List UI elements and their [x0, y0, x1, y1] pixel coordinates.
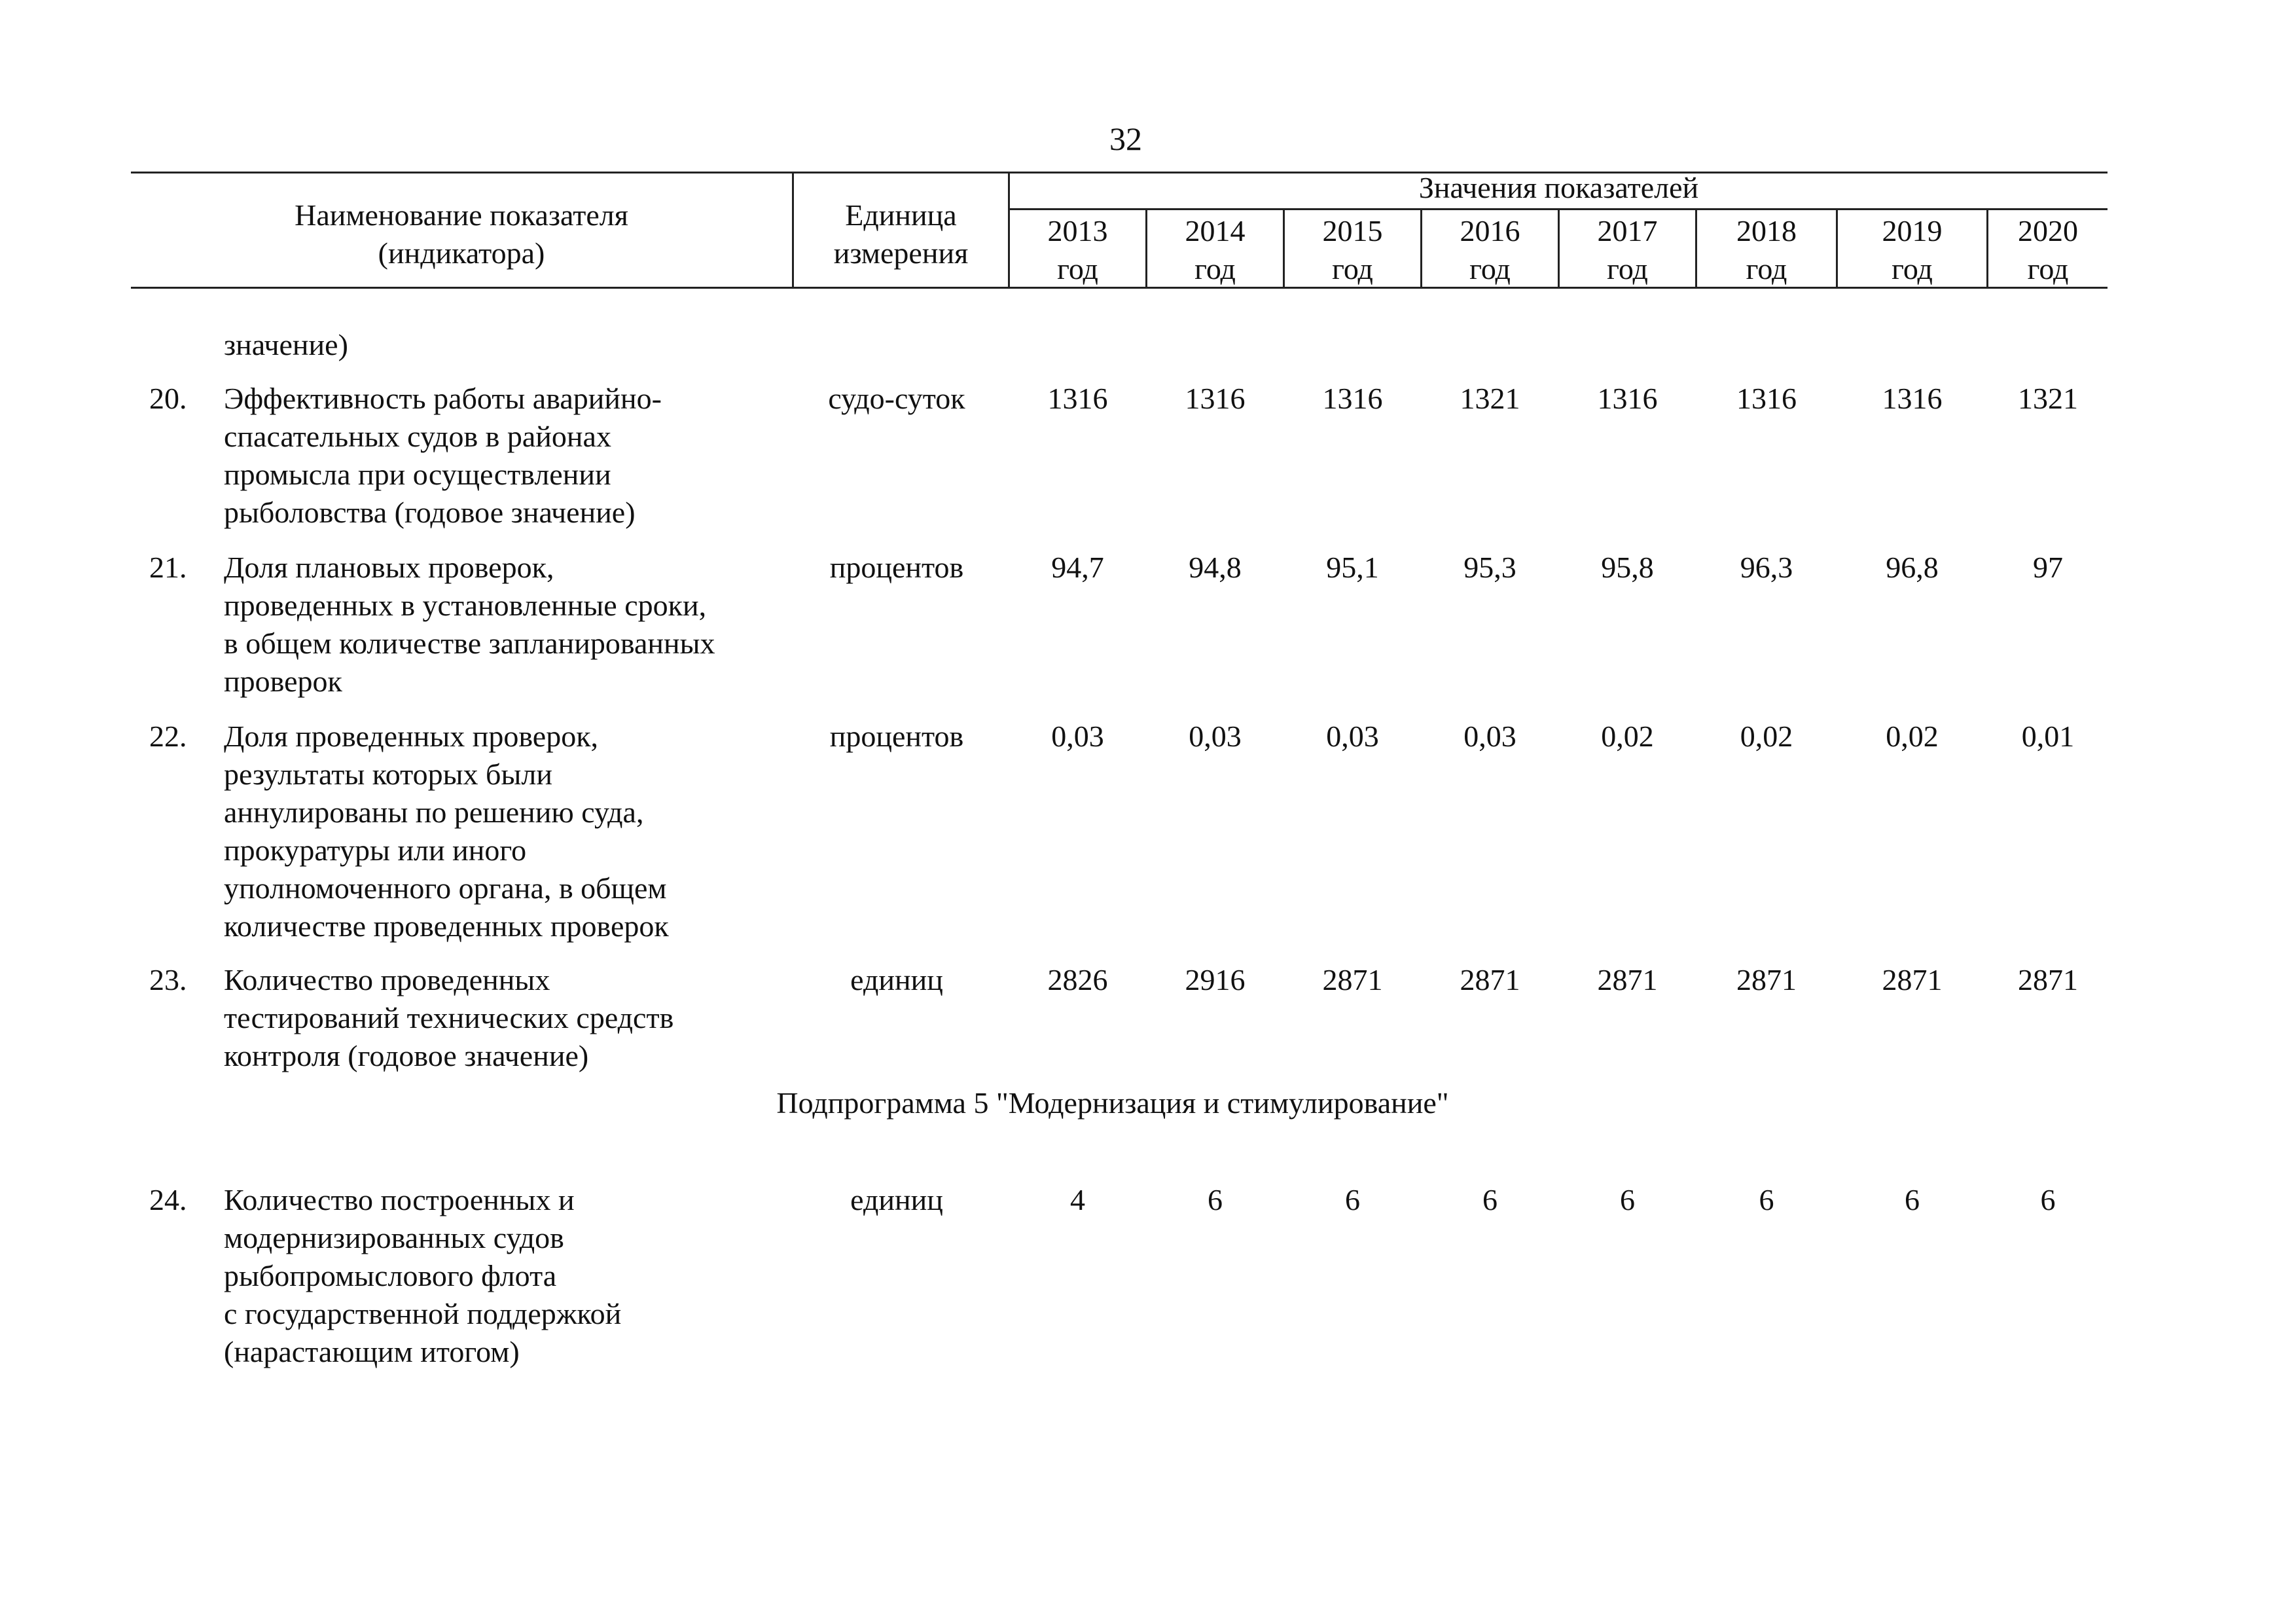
indicator-name	[224, 1181, 813, 1371]
value-2015: 2871	[1322, 963, 1383, 996]
indicator-name-line: Эффективность работы аварийно-	[224, 382, 662, 415]
value-2019: 0,02	[1886, 720, 1939, 753]
header-year-2019	[1838, 212, 1986, 288]
value-2018: 96,3	[1740, 551, 1793, 584]
year-suffix: год	[1607, 252, 1648, 285]
continuation-text: значение)	[224, 328, 348, 361]
indicator-name	[224, 718, 813, 945]
value-2013: 4	[1070, 1183, 1085, 1216]
value-2015: 1316	[1322, 382, 1383, 415]
year-suffix: год	[1332, 252, 1373, 285]
header-year-2020	[1988, 212, 2108, 288]
indicator-name-line: уполномоченного органа, в общем	[224, 871, 667, 905]
header-unit-line1: Единица	[845, 198, 957, 232]
header-year-2018	[1697, 212, 1836, 288]
header-year-2013	[1010, 212, 1145, 288]
value-2017: 1316	[1597, 382, 1658, 415]
indicator-name-line: проведенных в установленные сроки,	[224, 589, 707, 622]
header-year-2014	[1147, 212, 1283, 288]
value-2016: 2871	[1460, 963, 1520, 996]
year-label: 2017	[1597, 214, 1658, 247]
indicator-name-line: Количество построенных и	[224, 1183, 575, 1216]
year-suffix: год	[1194, 252, 1236, 285]
indicator-name-line: в общем количестве запланированных	[224, 627, 715, 660]
subprogram-title: Подпрограмма 5 "Модернизация и стимулирование"	[776, 1086, 1449, 1120]
header-name-line1: Наименование показателя	[295, 198, 628, 232]
header-unit-line2: измерения	[833, 236, 969, 270]
value-2017: 2871	[1597, 963, 1658, 996]
value-2014: 6	[1208, 1183, 1223, 1216]
indicator-name-line: Доля проведенных проверок,	[224, 720, 599, 753]
indicator-name-line: количестве проведенных проверок	[224, 909, 669, 943]
indicator-name	[224, 549, 813, 701]
value-2015: 95,1	[1326, 551, 1379, 584]
value-2018: 2871	[1736, 963, 1797, 996]
value-2017: 6	[1620, 1183, 1635, 1216]
value-2016: 1321	[1460, 382, 1520, 415]
indicator-name-line: аннулированы по решению суда,	[224, 795, 644, 829]
indicator-name-line: Количество проведенных	[224, 963, 550, 996]
indicator-name-line: тестирований технических средств	[224, 1001, 674, 1034]
value-2020: 6	[2040, 1183, 2056, 1216]
header-year-2015	[1285, 212, 1420, 288]
indicator-name-line: контроля (годовое значение)	[224, 1039, 589, 1072]
year-suffix: год	[1892, 252, 1933, 285]
indicator-name-line: промысла при осуществлении	[224, 458, 611, 491]
indicator-name-line: Доля плановых проверок,	[224, 551, 554, 584]
indicator-name-line: рыбопромыслового флота	[224, 1259, 557, 1292]
year-suffix: год	[1469, 252, 1511, 285]
value-2013: 2826	[1047, 963, 1108, 996]
value-2014: 94,8	[1189, 551, 1242, 584]
value-2016: 0,03	[1463, 720, 1516, 753]
indicator-name	[224, 961, 813, 1075]
value-2016: 95,3	[1463, 551, 1516, 584]
value-2020: 97	[2033, 551, 2063, 584]
indicator-name-line: спасательных судов в районах	[224, 420, 611, 453]
value-2018: 1316	[1736, 382, 1797, 415]
value-2019: 96,8	[1886, 551, 1939, 584]
year-label: 2014	[1185, 214, 1246, 247]
year-label: 2019	[1882, 214, 1943, 247]
indicator-name-line: (нарастающим итогом)	[224, 1335, 520, 1368]
value-2015: 0,03	[1326, 720, 1379, 753]
header-name-line2: (индикатора)	[378, 236, 545, 270]
value-2020: 2871	[2018, 963, 2078, 996]
value-2020: 1321	[2018, 382, 2078, 415]
unit-of-measure: единиц	[850, 1183, 943, 1216]
indicator-name-line: проверок	[224, 665, 342, 698]
value-2018: 0,02	[1740, 720, 1793, 753]
year-suffix: год	[1057, 252, 1098, 285]
value-2020: 0,01	[2021, 720, 2075, 753]
row-number: 22.	[149, 720, 187, 753]
value-2014: 1316	[1185, 382, 1246, 415]
year-suffix: год	[1746, 252, 1787, 285]
value-2016: 6	[1482, 1183, 1498, 1216]
indicator-name-line: рыболовства (годовое значение)	[224, 496, 636, 529]
indicator-name-line: модернизированных судов	[224, 1221, 564, 1254]
page-number: 32	[1109, 120, 1142, 157]
unit-of-measure: судо-суток	[828, 382, 965, 415]
indicator-name-line: результаты которых были	[224, 757, 552, 791]
year-label: 2015	[1322, 214, 1383, 247]
year-label: 2013	[1047, 214, 1108, 247]
header-name-col	[131, 196, 792, 272]
unit-of-measure: процентов	[829, 551, 964, 584]
value-2019: 1316	[1882, 382, 1943, 415]
value-2017: 0,02	[1601, 720, 1654, 753]
value-2014: 2916	[1185, 963, 1246, 996]
value-2013: 94,7	[1051, 551, 1104, 584]
row-number: 21.	[149, 551, 187, 584]
value-2019: 6	[1905, 1183, 1920, 1216]
row-number: 20.	[149, 382, 187, 415]
year-label: 2016	[1460, 214, 1520, 247]
row-number: 24.	[149, 1183, 187, 1216]
value-2018: 6	[1759, 1183, 1774, 1216]
value-2013: 0,03	[1051, 720, 1104, 753]
year-suffix: год	[2027, 252, 2069, 285]
header-values-title: Значения показателей	[1418, 171, 1699, 204]
header-year-2016	[1422, 212, 1558, 288]
value-2017: 95,8	[1601, 551, 1654, 584]
value-2013: 1316	[1047, 382, 1108, 415]
value-2015: 6	[1345, 1183, 1360, 1216]
value-2014: 0,03	[1189, 720, 1242, 753]
indicator-name-line: с государственной поддержкой	[224, 1297, 622, 1330]
value-2019: 2871	[1882, 963, 1943, 996]
header-unit-col	[794, 196, 1008, 272]
indicator-name-line: прокуратуры или иного	[224, 833, 527, 867]
unit-of-measure: процентов	[829, 720, 964, 753]
year-label: 2018	[1736, 214, 1797, 247]
year-label: 2020	[2018, 214, 2078, 247]
row-number: 23.	[149, 963, 187, 996]
indicator-name	[224, 380, 813, 532]
unit-of-measure: единиц	[850, 963, 943, 996]
header-year-2017	[1560, 212, 1695, 288]
